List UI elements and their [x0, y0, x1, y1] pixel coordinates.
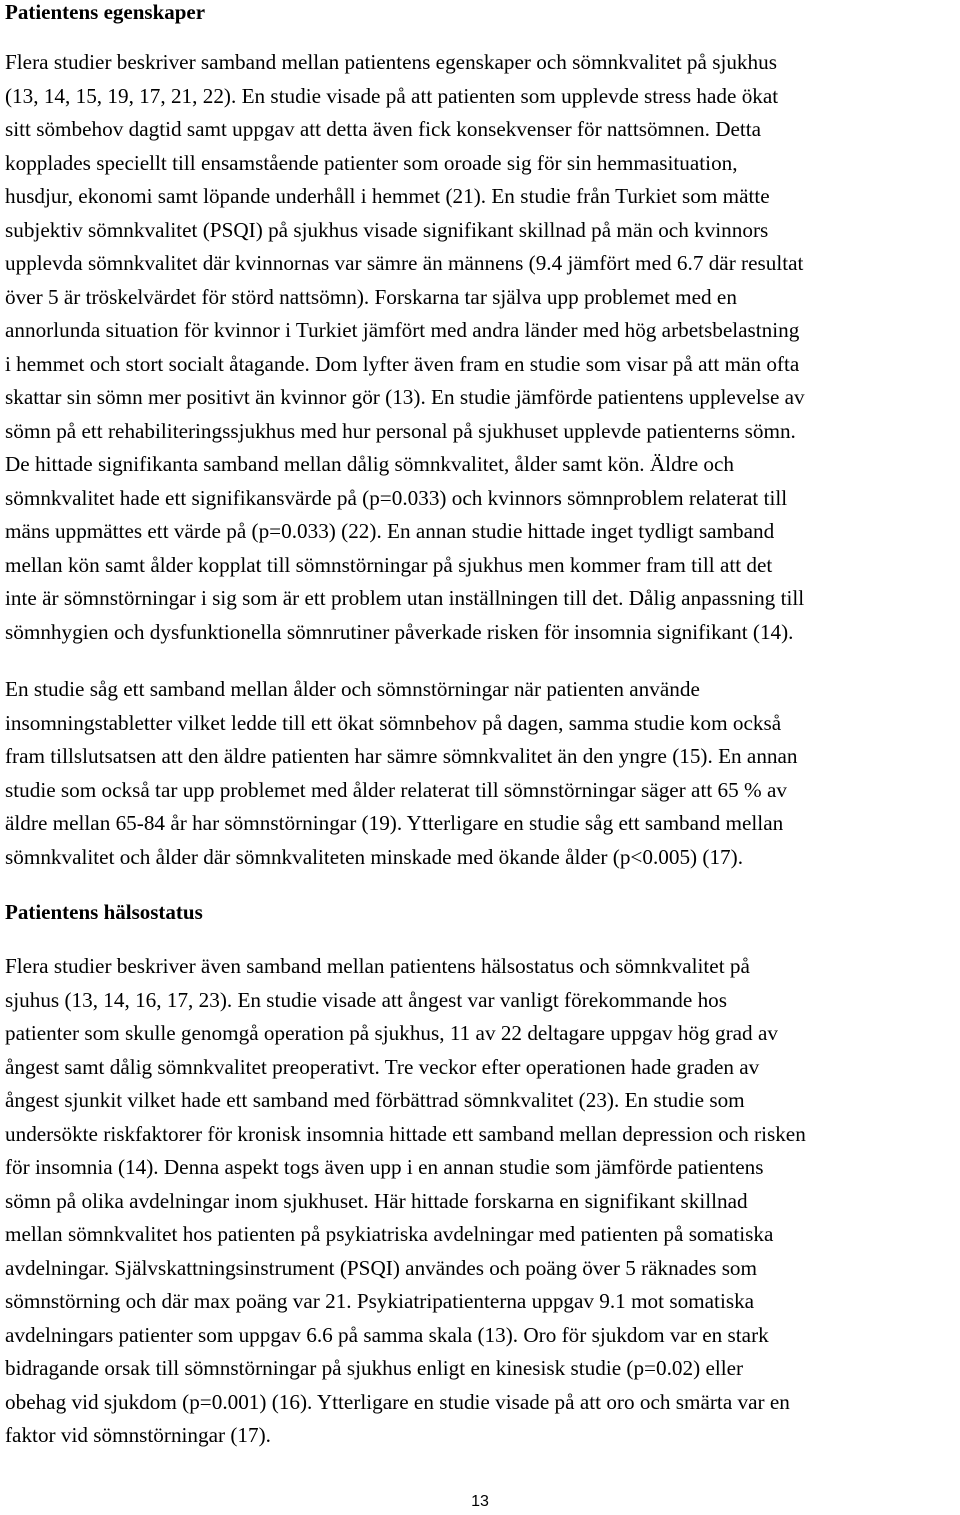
text-line: avdelningars patienter som uppgav 6.6 på samma skala (13). Oro för sjukdom var en stark: [5, 1322, 769, 1347]
text-line: kopplades speciellt till ensamstående patienter som oroade sig för sin hemmasituation,: [5, 150, 738, 175]
text-line: sitt sömbehov dagtid samt uppgav att detta även fick konsekvenser för nattsömnen. Detta: [5, 117, 762, 141]
text-line: sömn på ett rehabiliteringssjukhus med hur personal på sjukhuset upplevde patienterns sömn.: [5, 418, 796, 443]
text-line: mäns uppmättes ett värde på (p=0.033) (22). En annan studie hittade inget tydligt samband: [5, 519, 775, 543]
text-line: ångest samt dålig sömnkvalitet preoperativt. Tre veckor efter operationen hade graden av: [5, 1054, 760, 1079]
page-number: 13: [471, 1493, 489, 1510]
text-line: De hittade signifikanta samband mellan dålig sömnkvalitet, ålder samt kön. Äldre och: [5, 452, 735, 476]
text-line: sjuhus (13, 14, 16, 17, 23). En studie visade att ångest var vanligt förekommande hos: [5, 987, 728, 1012]
text-line: Flera studier beskriver samband mellan patientens egenskaper och sömnkvalitet på sjukhus: [5, 50, 777, 74]
text-line: studie som också tar upp problemet med ålder relaterat till sömnstörningar säger att 65 % av: [5, 777, 787, 802]
text-line: bidragande orsak till sömnstörningar på sjukhus enligt en kinesisk studie (p=0.02) eller: [5, 1356, 744, 1380]
text-line: ångest sjunkit vilket hade ett samband med förbättrad sömnkvalitet (23). En studie som: [5, 1088, 745, 1112]
text-line: husdjur, ekonomi samt löpande underhåll i hemmet (21). En studie från Turkiet som mätte: [5, 184, 770, 208]
section-heading-halsostatus: Patientens hälsostatus: [5, 900, 203, 924]
section-heading-egenskaper: Patientens egenskaper: [5, 0, 206, 24]
text-line: inte är sömnstörningar i sig som är ett problem utan inställningen till det. Dålig anpassning till: [5, 586, 805, 610]
text-line: insomningstabletter vilket ledde till ett ökat sömnbehov på dagen, samma studie kom också: [5, 710, 782, 735]
paragraph-halsostatus-1: [5, 950, 806, 1453]
text-line: äldre mellan 65-84 år har sömnstörningar (19). Ytterligare en studie såg ett samband mellan: [5, 811, 784, 835]
text-line: skattar sin sömn mer positivt än kvinnor gör (13). En studie jämförde patientens upplevelse av: [5, 385, 805, 409]
text-line: i hemmet och stort socialt åtagande. Dom lyfter även fram en studie som visar på att män ofta: [5, 351, 800, 376]
text-line: subjektiv sömnkvalitet (PSQI) på sjukhus visade signifikant skillnad på män och kvinnors: [5, 217, 769, 242]
paragraph-egenskaper-1: [5, 46, 805, 649]
text-line: (13, 14, 15, 19, 17, 21, 22). En studie visade på att patienten som upplevde stress hade ökat: [5, 83, 779, 108]
text-line: för insomnia (14). Denna aspekt togs även upp i en annan studie som jämförde patientens: [5, 1155, 764, 1179]
text-line: sömnkvalitet och ålder där sömnkvaliteten minskade med ökande ålder (p<0.005) (17).: [5, 844, 743, 869]
text-line: annorlunda situation för kvinnor i Turkiet jämfört med andra länder med hög arbetsbelastning: [5, 318, 800, 342]
text-line: mellan kön samt ålder kopplat till sömnstörningar på sjukhus men kommer fram till att det: [5, 552, 773, 577]
text-line: sömnstörning och där max poäng var 21. Psykiatripatienterna uppgav 9.1 mot somatiska: [5, 1289, 755, 1313]
text-line: upplevda sömnkvalitet där kvinnornas var sämre än männens (9.4 jämfört med 6.7 där resultat: [5, 251, 804, 275]
text-line: Flera studier beskriver även samband mellan patientens hälsostatus och sömnkvalitet på: [5, 954, 750, 978]
text-line: över 5 är tröskelvärdet för störd nattsömn). Forskarna tar själva upp problemet med en: [5, 284, 737, 309]
text-line: undersökte riskfaktorer för kronisk insomnia hittade ett samband mellan depression och risken: [5, 1121, 806, 1146]
paragraph-egenskaper-2: [5, 673, 798, 874]
text-line: sömnkvalitet hade ett signifikansvärde på (p=0.033) och kvinnors sömnproblem relaterat till: [5, 485, 788, 510]
text-line: mellan sömnkvalitet hos patienten på psykiatriska avdelningar med patienten på somatiska: [5, 1222, 774, 1246]
text-line: obehag vid sjukdom (p=0.001) (16). Ytterligare en studie visade på att oro och smärta var en: [5, 1389, 790, 1414]
text-line: patienter som skulle genomgå operation på sjukhus, 11 av 22 deltagare uppgav hög grad av: [5, 1021, 778, 1045]
text-line: avdelningar. Självskattningsinstrument (PSQI) användes och poäng över 5 räknades som: [5, 1255, 758, 1280]
text-line: En studie såg ett samband mellan ålder och sömnstörningar när patienten använde: [5, 677, 700, 701]
text-line: fram tillslutsatsen att den äldre patienten har sämre sömnkvalitet än den yngre (15). En annan: [5, 744, 798, 768]
text-line: faktor vid sömnstörningar (17).: [5, 1423, 271, 1447]
text-line: sömn på olika avdelningar inom sjukhuset. Här hittade forskarna en signifikant skillnad: [5, 1188, 748, 1213]
text-line: sömnhygien och dysfunktionella sömnrutiner påverkade risken för insomnia signifikant (14).: [5, 619, 794, 644]
